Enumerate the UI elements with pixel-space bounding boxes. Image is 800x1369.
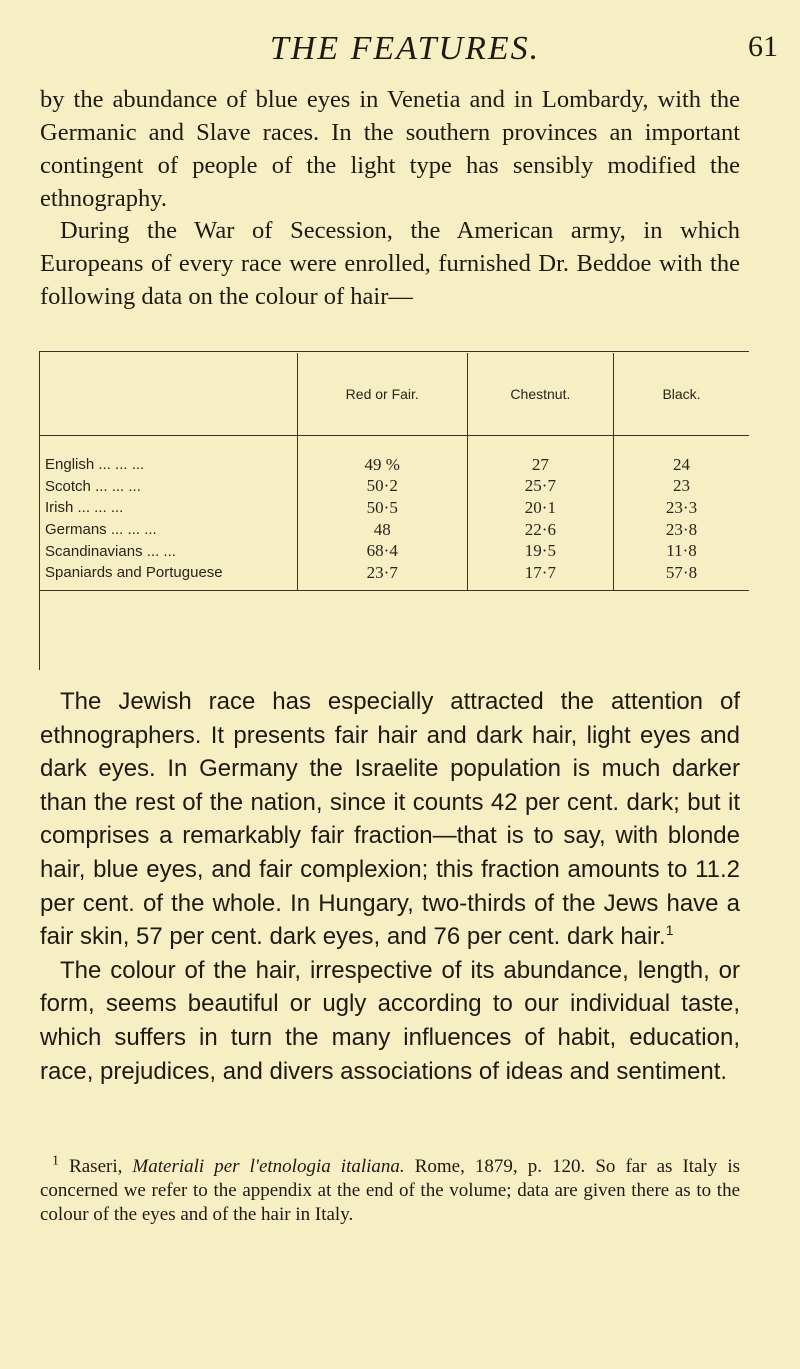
paragraph-3 — [40, 685, 740, 954]
page-number: 61 — [748, 30, 778, 63]
cell-black: 23 — [614, 476, 750, 498]
row-label: Irish ... ... ... — [45, 499, 124, 517]
cell-chestnut: 27 — [467, 436, 613, 476]
footnote-text: Rome, 1879, p. 120. So far as Italy is concerned we refer to the appendix at the end of the volume; data are given there as to the colour of the eyes and of the hair in Italy. — [40, 1156, 741, 1225]
table-row — [39, 562, 749, 590]
paragraph-2: During the War of Secession, the American army, in which Europeans of every race were enrolled, furnished Dr. Beddoe with the following data on the colour of hair— — [40, 217, 740, 310]
footnote — [40, 1155, 740, 1227]
footnote-work: Materiali per l'etnologia italiana. — [132, 1156, 405, 1177]
cell-black: 23·8 — [614, 519, 750, 541]
paragraph-3-text: The Jewish race has especially attracted the attention of ethnographers. It presents fair hair and dark hair, light eyes and dark eyes. In Germany the Israelite population is much darker than the rest of the nation, since it counts 42 per cent. dark; but it comprises a remarkably fair fraction—that is to say, with blonde hair, blue eyes, and fair complexion; this fraction amounts to 11.2 per cent. of the whole. In Hungary, two-thirds of the Jews have a fair skin, 57 per cent. dark eyes, and 76 per cent. dark hair. — [40, 688, 740, 951]
cell-red: 49 % — [297, 436, 467, 476]
table-row — [39, 476, 749, 498]
table-row — [39, 497, 749, 519]
table-row — [39, 436, 749, 476]
row-label: Scandinavians ... ... — [45, 542, 176, 560]
cell-red: 50·5 — [297, 497, 467, 519]
row-label: Germans ... ... ... — [45, 521, 157, 539]
row-label: Scotch ... ... ... — [45, 477, 141, 495]
cell-black: 11·8 — [614, 540, 750, 562]
cell-chestnut: 25·7 — [467, 476, 613, 498]
table-row — [39, 540, 749, 562]
cell-black: 23·3 — [614, 497, 750, 519]
header-red-or-fair: Red or Fair. — [297, 353, 467, 436]
row-label: Spaniards and Portuguese — [39, 562, 297, 590]
footnote-author: Raseri, — [69, 1156, 123, 1177]
header-blank — [39, 353, 297, 436]
page-header — [0, 30, 800, 70]
paragraph-4: The colour of the hair, irrespective of its abundance, length, or form, seems beautiful or ugly according to our individual taste, which suffers in turn the many influences of habit, education, race, prejudices, and divers associations of ideas and sentiment. — [40, 956, 740, 1085]
cell-red: 68·4 — [297, 540, 467, 562]
cell-red: 48 — [297, 519, 467, 541]
header-chestnut: Chestnut. — [467, 353, 613, 436]
cell-chestnut: 22·6 — [467, 519, 613, 541]
cell-chestnut: 19·5 — [467, 540, 613, 562]
running-title: THE FEATURES. — [269, 30, 541, 67]
footnote-marker: 1 — [52, 1153, 59, 1169]
cell-red: 50·2 — [297, 476, 467, 498]
footnote-reference[interactable]: 1 — [665, 922, 674, 939]
row-label: English ... ... ... — [45, 456, 145, 474]
paragraph-1: by the abundance of blue eyes in Venetia and in Lombardy, with the Germanic and Slave races. In the southern provinces an important contingent of people of the light type has sensibly modified the ethnography. — [40, 86, 740, 212]
header-black: Black. — [614, 353, 750, 436]
cell-chestnut: 17·7 — [467, 562, 613, 590]
cell-black: 24 — [614, 436, 750, 476]
cell-red: 23·7 — [297, 562, 467, 590]
hair-colour-table — [39, 353, 749, 591]
cell-black: 57·8 — [614, 562, 750, 590]
table-header-row — [39, 353, 749, 436]
cell-chestnut: 20·1 — [467, 497, 613, 519]
body-text-lower — [40, 685, 740, 1088]
table-row — [39, 519, 749, 541]
